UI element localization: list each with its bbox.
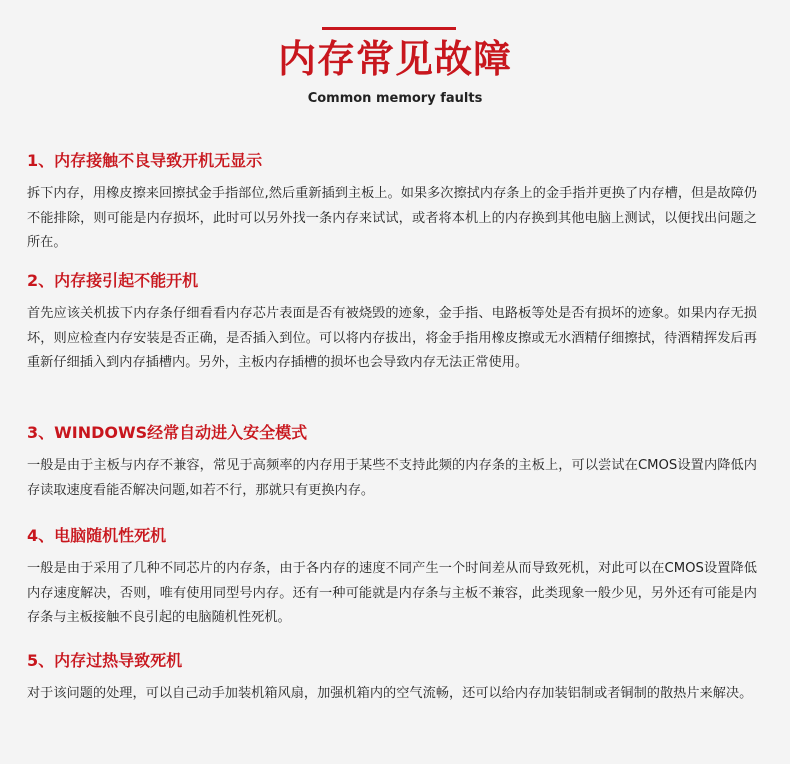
section-4 — [27, 525, 757, 631]
page-title: 内存常见故障 — [277, 37, 512, 81]
section-body: 首先应该关机拔下内存条仔细看看内存芯片表面是否有被烧毁的迹象，金手指、电路板等处是否有损坏的迹象。如果内存无损坏，则应检查内存安装是否正确，是否插入到位。可以将内存拔出，将金手指用橡皮擦或无水酒精仔细擦拭，待酒精挥发后再重新仔细插入到内存插槽内。另外，主板内存插槽的损坏也会导致内存无法正常使用。 — [27, 306, 757, 370]
title-accent-rule — [322, 27, 456, 30]
section-heading: 1、内存接触不良导致开机无显示 — [27, 151, 263, 170]
section-body: 对于该问题的处理，可以自己动手加装机箱风扇，加强机箱内的空气流畅，还可以给内存加装铝制或者铜制的散热片来解决。 — [27, 686, 753, 701]
section-heading: 3、WINDOWS经常自动进入安全模式 — [27, 423, 308, 442]
section-heading: 5、内存过热导致死机 — [27, 651, 183, 670]
section-3 — [27, 422, 757, 503]
section-body: 一般是由于主板与内存不兼容，常见于高频率的内存用于某些不支持此频的内存条的主板上，可以尝试在CMOS设置内降低内存读取速度看能否解决问题,如若不行，那就只有更换内存。 — [27, 458, 757, 498]
section-1 — [27, 150, 757, 256]
section-body: 拆下内存，用橡皮擦来回擦拭金手指部位,然后重新插到主板上。如果多次擦拭内存条上的金手指并更换了内存槽，但是故障仍不能排除，则可能是内存损坏，此时可以另外找一条内存来试试，或者将本机上的内存换到其他电脑上测试，以便找出问题之所在。 — [27, 186, 757, 250]
section-5 — [27, 650, 757, 707]
page-subtitle: Common memory faults — [307, 91, 483, 106]
section-heading: 4、电脑随机性死机 — [27, 526, 167, 545]
section-2 — [27, 270, 757, 376]
section-heading: 2、内存接引起不能开机 — [27, 271, 199, 290]
section-body: 一般是由于采用了几种不同芯片的内存条，由于各内存的速度不同产生一个时间差从而导致死机，对此可以在CMOS设置降低内存速度解决，否则，唯有使用同型号内存。还有一种可能就是内存条与主板不兼容，此类现象一般少见，另外还有可能是内存条与主板接触不良引起的电脑随机性死机。 — [27, 561, 757, 625]
